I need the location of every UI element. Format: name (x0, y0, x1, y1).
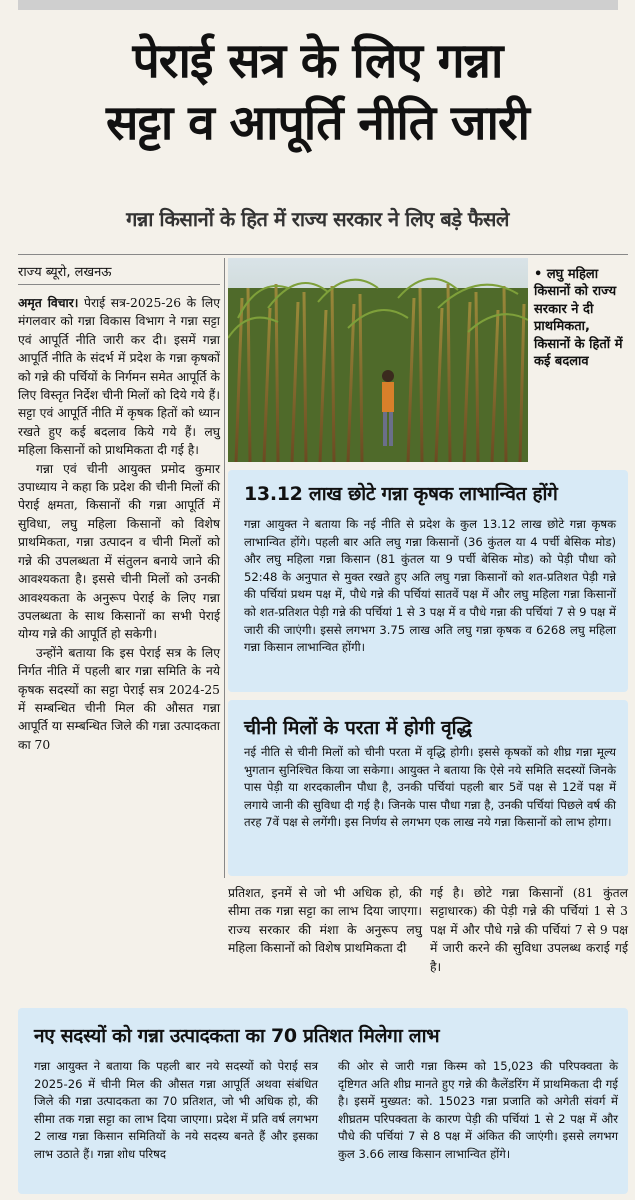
box-title: चीनी मिलों के परता में होगी वृद्धि (244, 717, 472, 739)
box-body-left: गन्ना आयुक्त ने बताया कि पहली बार नये सदस्यों को पेराई सत्र 2025-26 में चीनी मिल की औसत गन्ना आपूर्ति अथवा संबंधित जिले की गन्ना उत्पादकता का 70 प्रतिशत, जो भी अधिक हो, की सीमा तक गन्ना सट्टा का लाभ दिया जाएगा। प्रदेश में प्रति वर्ष लगभग 2 लाख गन्ना किसान समितियों के नये सदस्य बनते हैं और इसका लाभ उठाते हैं। गन्ना शोध परिषद (34, 1059, 318, 1161)
article-paragraph: उन्होंने बताया कि इस पेराई सत्र के लिए निर्गत नीति में पहली बार गन्ना समिति के नये कृषक सदस्यों का सट्टा पेराई सत्र 2024-25 में सम्बन्धित चीनी मिल की औसत गन्ना आपूर्ति या सम्बन्धित जिले की गन्ना उत्पादकता का 70 (18, 645, 220, 752)
article-continuation-col-2: प्रतिशत, इनमें से जो भी अधिक हो, की सीमा तक गन्ना सट्टा का लाभ दिया जाएगा। राज्य सरकार की मंशा के अनुरूप लघु महिला किसानों को विशेष प्राथमिकता दी (228, 886, 422, 956)
byline-divider (18, 284, 220, 285)
headline-line-1: पेराई सत्र के लिए गन्ना (132, 33, 503, 89)
top-bar (18, 0, 618, 10)
photo-caption: • लघु महिला किसानों को राज्य सरकार ने दी प्राथमिकता, किसानों के हितों में कई बदलाव (534, 267, 623, 370)
main-article-column (18, 294, 220, 754)
byline: राज्य ब्यूरो, लखनऊ (18, 265, 112, 280)
headline-line-2: सट्टा व आपूर्ति नीति जारी (106, 95, 529, 151)
box-body-right: की ओर से जारी गन्ना किस्म को 15,023 की परिपक्वता के दृष्टिगत अति शीघ्र मानते हुए गन्ने की कैलेंडरिंग में प्राथमिकता दी गई है। इसमें मुख्यत: को. 15023 गन्ना प्रजाति को अगेती संवर्ग में शीघ्रतम परिपक्वता के कारण पेड़ी की पर्चियां 1 से 2 पक्ष में और पौधे की पर्चियां 7 से 8 पक्ष में अंकित की जाएंगी। इससे लगभग कुल 3.66 लाख किसान लाभान्वित होंगे। (338, 1059, 618, 1161)
article-continuation-col-3: गई है। छोटे गन्ना किसानों (81 कुंतल सट्टाधारक) की पेड़ी गन्ने की पर्चियां 1 से 3 पक्ष में और पौधे गन्ने की पर्चियां 7 से 9 पक्ष में जारी करने की सुविधा उपलब्ध कराई गई है। (430, 886, 628, 974)
article-paragraph: गन्ना एवं चीनी आयुक्त प्रमोद कुमार उपाध्याय ने कहा कि प्रदेश की चीनी मिलों की पेराई क्षमता, किसानों की गन्ना आपूर्ति में सुविधा, लघु महिला किसानों को विशेष प्राथमिकता, गन्ना उत्पादन व चीनी मिलों को गन्ने की उपलब्धता में संतुलन बनाये जाने की आवश्यकता है। इससे चीनी मिलों को उनकी आवश्यकता के अनुरूप पेराई के लिए गन्ना उपलब्धता के साथ किसानों का सभी पेराई योग्य गन्ने की आपूर्ति हो सकेगी। (18, 461, 220, 642)
column-divider (224, 258, 225, 878)
article-text: पेराई सत्र-2025-26 के लिए मंगलवार को गन्ना विकास विभाग ने गन्ना सट्टा एवं आपूर्ति नीति जारी कर दी। इसमें गन्ना आपूर्ति नीति के संदर्भ में प्रदेश के गन्ना कृषकों को गन्ने की पर्चियों के निर्गमन समेत आपूर्ति के लिए विस्तृत निर्देश चीनी मिलों को दिये गये हैं। सट्टा एवं आपूर्ति नीति में कृषक हितों को ध्यान रखते हुए कई बदलाव किये गये हैं। लघु महिला किसानों को प्राथमिकता दी गई है। (18, 296, 220, 458)
article-lead: अमृत विचार। (18, 295, 79, 310)
sugarcane-field-photo (228, 258, 528, 462)
subheadline: गन्ना किसानों के हित में राज्य सरकार ने लिए बड़े फैसले (126, 207, 509, 231)
headline (0, 30, 635, 154)
article-paragraph (18, 294, 220, 460)
highlight-box-small-farmers (228, 470, 628, 692)
box-body: गन्ना आयुक्त ने बताया कि नई नीति से प्रदेश के कुल 13.12 लाख छोटे गन्ना कृषक लाभान्वित होंगे। पहली बार अति लघु गन्ना किसानों (36 कुंतल या 4 पर्ची बेसिक मोड) और लघु महिला गन्ना किसान (81 कुंतल या 9 पर्ची बेसिक मोड) को पेड़ी पौधा को 52:48 के अनुपात से मुक्त रखते हुए अति लघु गन्ना किसानों को शत-प्रतिशत पेड़ी गन्ने की पर्चियां प्रथम पक्ष में, पौधे गन्ने की पर्चियां सातवें पक्ष में और लघु महिला गन्ना किसानों को शत-प्रतिशत पेड़ी गन्ने की पर्चियां 1 से 3 पक्ष में व पौधे गन्ना की पर्चियां 7 से 9 पक्ष में जारी की जाएंगी। इससे लगभग 3.75 लाख अति लघु गन्ना कृषक व 6268 लघु महिला गन्ना किसान लाभान्वित होंगी। (244, 517, 616, 655)
highlight-box-sugar-recovery (228, 700, 628, 876)
box-title: 13.12 लाख छोटे गन्ना कृषक लाभान्वित होंगे (244, 483, 558, 505)
highlight-box-new-members (18, 1008, 628, 1194)
photo-illustration (228, 258, 528, 462)
box-title: नए सदस्यों को गन्ना उत्पादकता का 70 प्रतिशत मिलेगा लाभ (34, 1025, 440, 1047)
header-divider (18, 254, 628, 255)
box-body: नई नीति से चीनी मिलों को चीनी परता में वृद्धि होगी। इससे कृषकों को शीघ्र गन्ना मूल्य भुगतान सुनिश्चित किया जा सकेगा। आयुक्त ने बताया कि ऐसे नये समिति सदस्यों जिनके पास पेड़ी या शरदकालीन पौधा है, उनकी पर्चियां पहली बार 5वें पक्ष से 12वें पक्ष में लगाये जानी की सुविधा दी गई है। जिनके पास पौधा गन्ना है, उनकी पर्चियां पिछले वर्ष की तरह 7वें पक्ष से लगेंगी। इस निर्णय से लगभग एक लाख नये गन्ना किसानों को लाभ होगा। (244, 745, 616, 830)
